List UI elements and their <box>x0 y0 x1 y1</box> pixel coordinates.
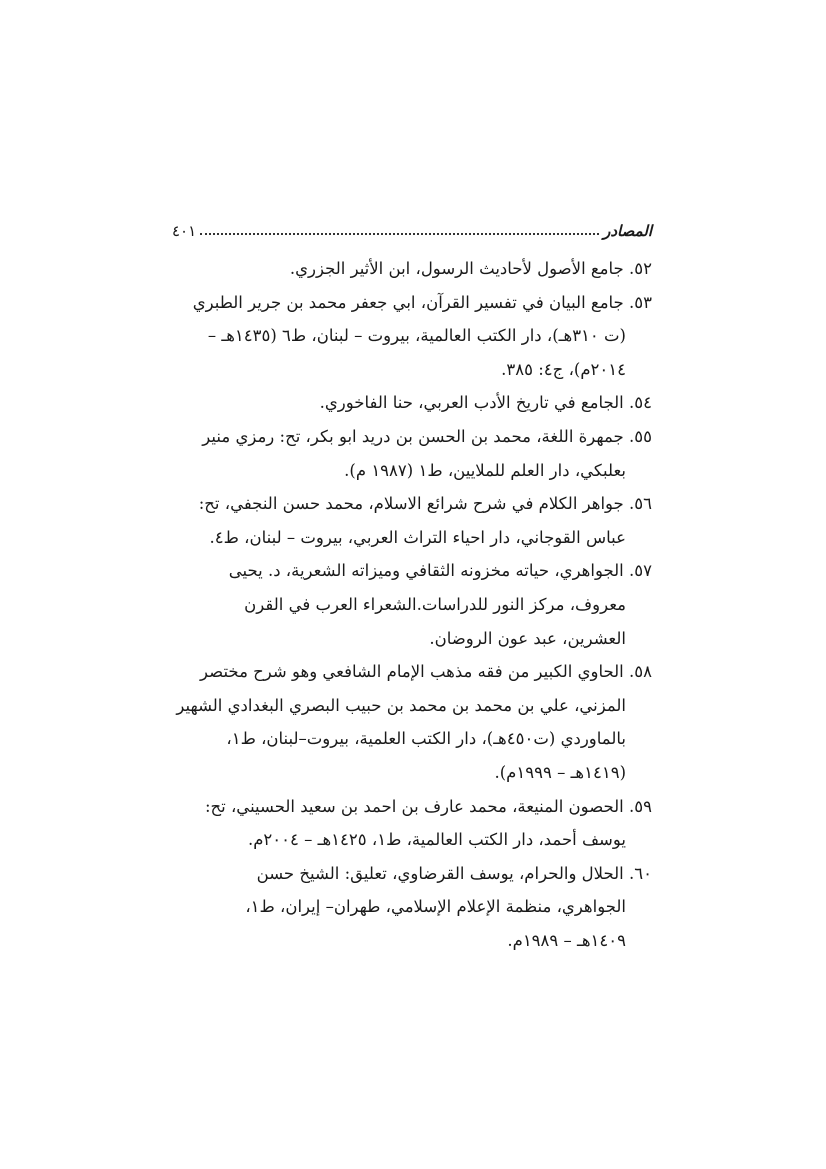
entry-first-line <box>172 487 652 521</box>
entry-line: ١٤٠٩هـ – ١٩٨٩م. <box>507 930 626 950</box>
bibliography-entry <box>172 252 652 286</box>
entry-first-line <box>172 554 652 588</box>
entry-line: المزني، علي بن محمد بن محمد بن حبيب البصري البغدادي الشهير <box>176 695 626 715</box>
bibliography-entry <box>172 420 652 487</box>
entry-first-line <box>172 420 652 454</box>
entry-number: ٥٨. <box>629 662 652 682</box>
page-header <box>172 216 652 240</box>
bibliography-entry <box>172 790 652 857</box>
entry-line: الحاوي الكبير من فقه مذهب الإمام الشافعي وهو شرح مختصر <box>200 662 624 682</box>
entry-line: يوسف أحمد، دار الكتب العالمية، ط١، ١٤٢٥هـ – ٢٠٠٤م. <box>247 830 626 850</box>
page-number: ٤٠١ <box>172 222 197 240</box>
entry-line: (ت ٣١٠هـ)، دار الكتب العالمية، بيروت – لبنان، ط٦ (١٤٣٥هـ – <box>207 326 626 346</box>
entry-line: جامع البيان في تفسير القرآن، ابي جعفر محمد بن جرير الطبري <box>192 292 624 312</box>
entry-line: الحصون المنيعة، محمد عارف بن احمد بن سعيد الحسيني، تح: <box>204 796 624 816</box>
entry-line: ٢٠١٤م)، ج٤: ٣٨٥. <box>501 359 626 379</box>
entry-line: الجامع في تاريخ الأدب العربي، حنا الفاخوري. <box>319 393 624 413</box>
entry-line: جواهر الكلام في شرح شرائع الاسلام، محمد حسن النجفي، تح: <box>198 494 624 514</box>
entry-number: ٥٦. <box>629 494 652 514</box>
bibliography-list <box>172 252 652 957</box>
entry-number: ٦٠. <box>629 863 652 883</box>
entry-first-line <box>172 252 652 286</box>
entry-number: ٥٧. <box>629 561 652 581</box>
bibliography-entry <box>172 286 652 387</box>
bibliography-entry <box>172 554 652 655</box>
entry-line: بعلبكي، دار العلم للملايين، ط١ (١٩٨٧ م). <box>344 460 626 480</box>
bibliography-entry <box>172 857 652 958</box>
bibliography-entry <box>172 487 652 554</box>
entry-line: الحلال والحرام، يوسف القرضاوي، تعليق: الشيخ حسن <box>256 863 624 883</box>
entry-line: معروف، مركز النور للدراسات.الشعراء العرب في القرن <box>244 594 626 614</box>
entry-line: الجواهري، منظمة الإعلام الإسلامي، طهران– إيران، ط١، <box>245 897 626 917</box>
entry-number: ٥٥. <box>629 426 652 446</box>
entry-first-line <box>172 857 652 891</box>
entry-line: الجواهري، حياته مخزونه الثقافي وميزاته الشعرية، د. يحيى <box>228 561 624 581</box>
entry-number: ٥٢. <box>629 259 652 278</box>
entry-line: بالماوردي (ت٤٥٠هـ)، دار الكتب العلمية، بيروت–لبنان، ط١، <box>226 729 626 749</box>
header-dotted-leader <box>200 233 599 235</box>
entry-number: ٥٩. <box>629 796 652 816</box>
entry-line: العشرين، عبد عون الروضان. <box>429 628 626 648</box>
entry-line: (١٤١٩هـ – ١٩٩٩م). <box>494 762 626 782</box>
entry-first-line <box>172 386 652 420</box>
entry-first-line <box>172 790 652 824</box>
entry-first-line <box>172 655 652 689</box>
entry-first-line <box>172 286 652 320</box>
entry-number: ٥٣. <box>629 292 652 312</box>
bibliography-entry <box>172 386 652 420</box>
bibliography-entry <box>172 655 652 789</box>
entry-line: عباس القوجاني، دار احياء التراث العربي، بيروت – لبنان، ط٤. <box>209 527 626 547</box>
running-header-title: المصادر <box>603 222 652 240</box>
entry-line: جمهرة اللغة، محمد بن الحسن بن دريد ابو بكر، تح: رمزي منير <box>202 426 624 446</box>
entry-number: ٥٤. <box>629 393 652 413</box>
entry-line: جامع الأصول لأحاديث الرسول، ابن الأثير الجزري. <box>289 259 624 278</box>
